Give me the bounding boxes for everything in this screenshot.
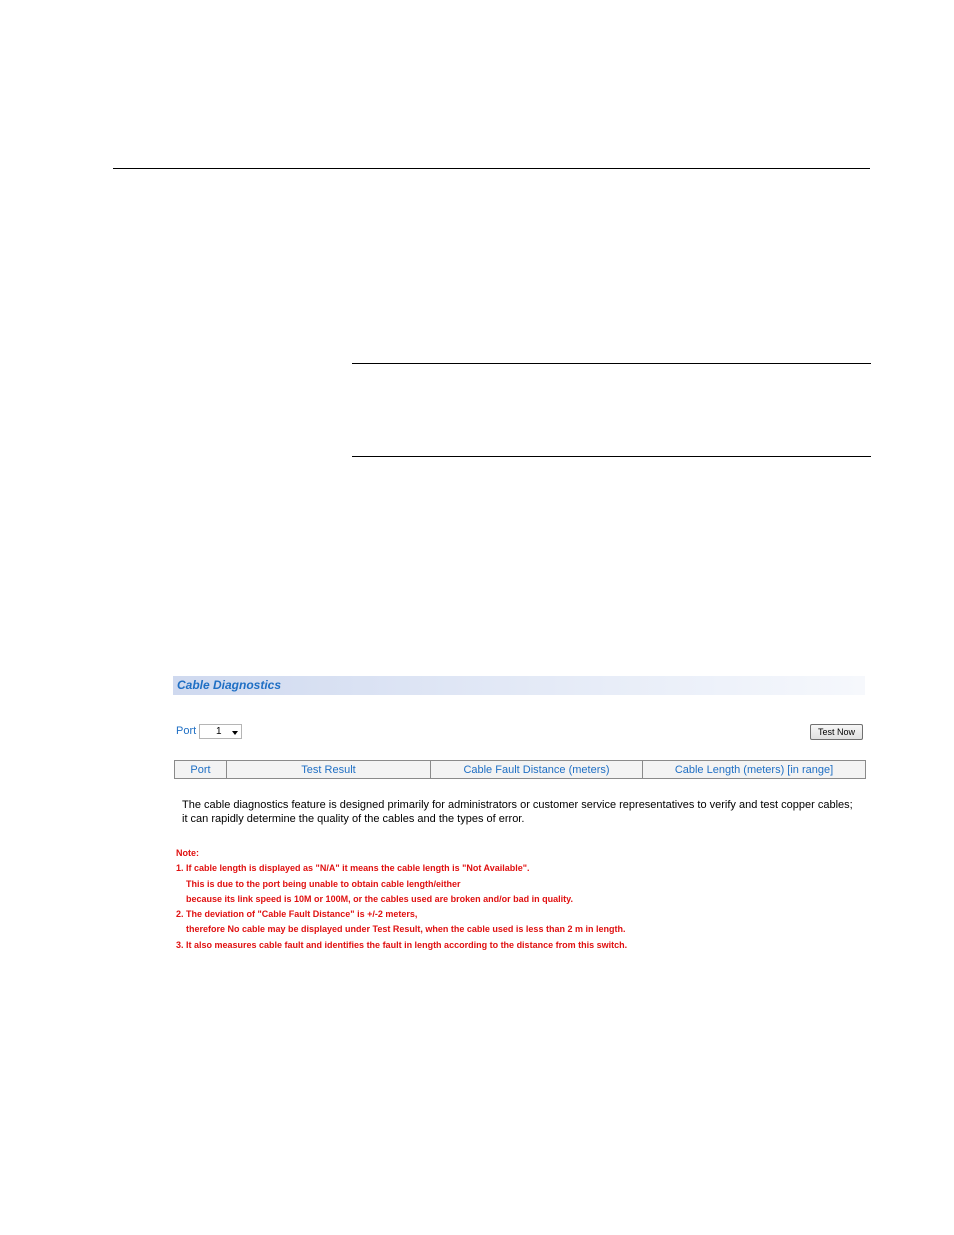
note-line: therefore No cable may be displayed under Test Result, when the cable used is less than 2 m in length. — [186, 924, 626, 935]
port-select[interactable] — [199, 724, 242, 739]
column-header-test-result: Test Result — [227, 761, 431, 779]
note-box-top-divider — [352, 363, 871, 364]
description-line: The cable diagnostics feature is designed primarily for administrators or customer service representatives to verify and test copper cables; — [182, 799, 853, 811]
top-divider — [113, 168, 870, 169]
port-select-value: 1 — [216, 726, 222, 737]
note-line: because its link speed is 10M or 100M, or the cables used are broken and/or bad in quality. — [186, 893, 573, 904]
test-now-button[interactable]: Test Now — [810, 724, 863, 740]
note-line: 1. If cable length is displayed as "N/A" it means the cable length is "Not Available". — [176, 863, 530, 874]
column-header-cable-length: Cable Length (meters) [in range] — [643, 761, 866, 779]
note-heading: Note: — [176, 848, 199, 858]
feature-description — [182, 799, 862, 826]
note-line: 3. It also measures cable fault and identifies the fault in length according to the distance from this switch. — [176, 939, 628, 950]
note-line: 2. The deviation of "Cable Fault Distance" is +/-2 meters, — [176, 909, 418, 920]
note-block — [176, 846, 627, 953]
column-header-fault-distance: Cable Fault Distance (meters) — [431, 761, 643, 779]
note-box-bottom-divider — [352, 456, 871, 457]
cable-diagnostics-panel — [173, 676, 865, 966]
chevron-down-icon — [232, 731, 238, 735]
panel-header — [173, 676, 865, 695]
table-header-row — [175, 761, 866, 779]
port-label: Port — [176, 725, 197, 737]
panel-title: Cable Diagnostics — [177, 678, 282, 692]
column-header-port: Port — [175, 761, 227, 779]
results-table — [174, 760, 866, 779]
description-line: it can rapidly determine the quality of the cables and the types of error. — [182, 812, 525, 825]
note-line: This is due to the port being unable to obtain cable length/either — [186, 878, 461, 889]
